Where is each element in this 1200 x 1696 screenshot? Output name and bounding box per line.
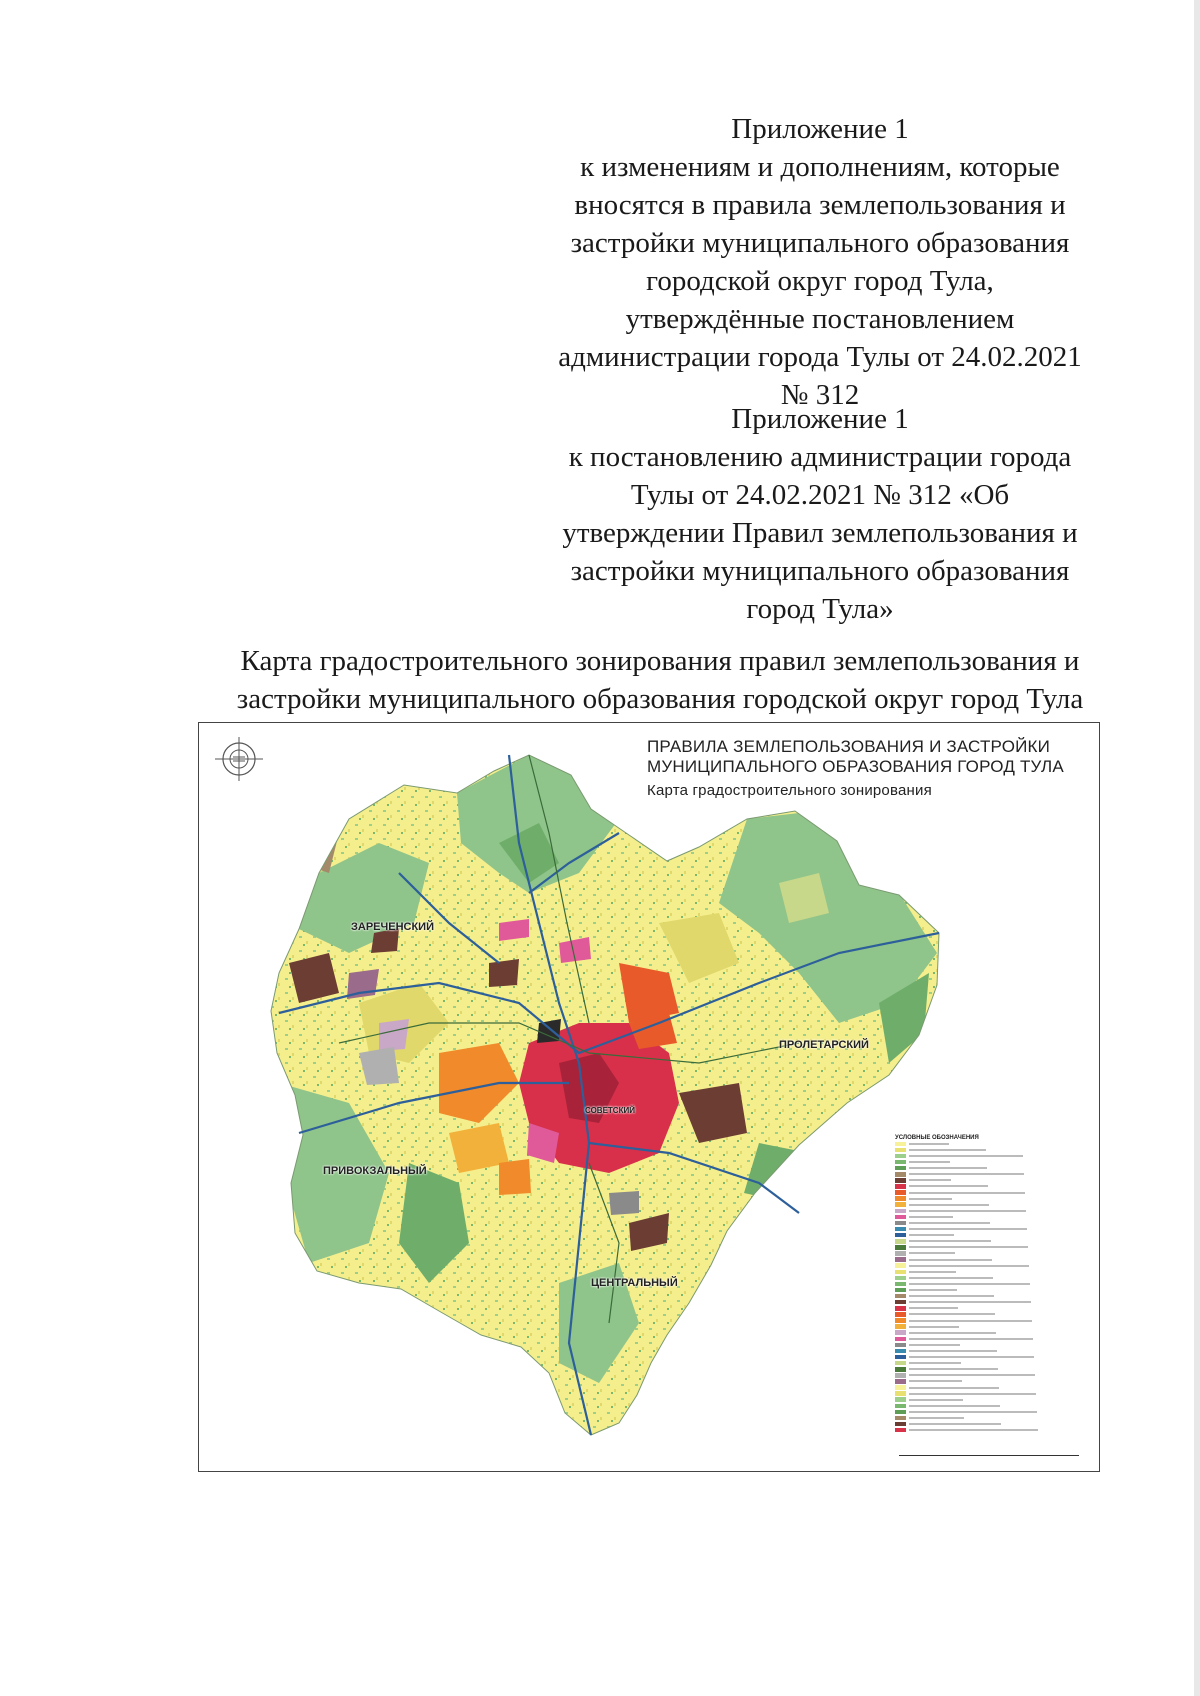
map-subtitle: Карта градостроительного зонирования	[647, 782, 932, 799]
legend-row	[895, 1336, 1085, 1342]
legend-row	[895, 1287, 1085, 1293]
legend-text-placeholder	[909, 1429, 1038, 1431]
legend-text-placeholder	[909, 1393, 1036, 1395]
legend-swatch	[895, 1361, 906, 1366]
legend-text-placeholder	[909, 1332, 996, 1334]
legend-text-placeholder	[909, 1387, 999, 1389]
legend-swatch	[895, 1142, 906, 1147]
appendix-line: застройки муниципального образования	[570, 227, 1070, 259]
legend-text-placeholder	[909, 1167, 987, 1169]
legend-row	[895, 1293, 1085, 1299]
legend-row	[895, 1318, 1085, 1324]
legend-text-placeholder	[909, 1149, 986, 1151]
district-label-sovetsky: СОВЕТСКИЙ	[585, 1106, 635, 1115]
legend-row	[895, 1190, 1085, 1196]
legend-row	[895, 1373, 1085, 1379]
legend-text-placeholder	[909, 1210, 1026, 1212]
map-legend	[891, 1131, 1089, 1456]
legend-text-placeholder	[909, 1350, 997, 1352]
legend-text-placeholder	[909, 1161, 950, 1163]
legend-swatch	[895, 1251, 906, 1256]
legend-text-placeholder	[909, 1295, 994, 1297]
legend-swatch	[895, 1416, 906, 1421]
legend-text-placeholder	[909, 1326, 959, 1328]
legend-text-placeholder	[909, 1289, 957, 1291]
legend-text-placeholder	[909, 1216, 953, 1218]
legend-swatch	[895, 1148, 906, 1153]
legend-swatch	[895, 1282, 906, 1287]
legend-text-placeholder	[909, 1222, 990, 1224]
appendix-line: Тулы от 24.02.2021 № 312 «Об	[630, 479, 1010, 511]
district-label-proletarsky: ПРОЛЕТАРСКИЙ	[779, 1039, 869, 1051]
legend-row	[895, 1427, 1085, 1433]
legend-swatch	[895, 1428, 906, 1433]
legend-swatch	[895, 1160, 906, 1165]
legend-swatch	[895, 1330, 906, 1335]
legend-row	[895, 1348, 1085, 1354]
appendix-amendments-heading	[540, 110, 1100, 414]
legend-swatch	[895, 1349, 906, 1354]
legend-row	[895, 1312, 1085, 1318]
legend-text-placeholder	[909, 1320, 1032, 1322]
appendix-line: застройки муниципального образования	[570, 555, 1070, 587]
legend-swatch	[895, 1196, 906, 1201]
appendix-resolution-heading	[540, 400, 1100, 628]
legend-swatch	[895, 1239, 906, 1244]
legend-text-placeholder	[909, 1252, 955, 1254]
legend-row	[895, 1147, 1085, 1153]
legend-swatch	[895, 1288, 906, 1293]
legend-row	[895, 1239, 1085, 1245]
map-title-block	[647, 737, 1087, 801]
legend-swatch	[895, 1324, 906, 1329]
legend-row	[895, 1245, 1085, 1251]
legend-row	[895, 1281, 1085, 1287]
legend-swatch	[895, 1215, 906, 1220]
legend-row	[895, 1178, 1085, 1184]
legend-row	[895, 1397, 1085, 1403]
legend-swatch	[895, 1373, 906, 1378]
legend-row	[895, 1196, 1085, 1202]
legend-text-placeholder	[909, 1185, 988, 1187]
page-edge	[1194, 0, 1200, 1696]
legend-text-placeholder	[909, 1179, 951, 1181]
legend-row	[895, 1269, 1085, 1275]
legend-row	[895, 1324, 1085, 1330]
legend-row	[895, 1342, 1085, 1348]
legend-row	[895, 1385, 1085, 1391]
appendix-line: к постановлению администрации города	[568, 441, 1072, 473]
legend-text-placeholder	[909, 1362, 961, 1364]
legend-text-placeholder	[909, 1423, 1001, 1425]
legend-row	[895, 1306, 1085, 1312]
legend-swatch	[895, 1337, 906, 1342]
legend-swatch	[895, 1184, 906, 1189]
legend-row	[895, 1184, 1085, 1190]
legend-row	[895, 1421, 1085, 1427]
legend-row	[895, 1141, 1085, 1147]
legend-swatch	[895, 1385, 906, 1390]
legend-text-placeholder	[909, 1411, 1037, 1413]
legend-swatch	[895, 1294, 906, 1299]
legend-row	[895, 1226, 1085, 1232]
legend-row	[895, 1232, 1085, 1238]
legend-row	[895, 1165, 1085, 1171]
legend-text-placeholder	[909, 1277, 993, 1279]
map-title-line: МУНИЦИПАЛЬНОГО ОБРАЗОВАНИЯ ГОРОД ТУЛА	[647, 757, 1064, 776]
legend-text-placeholder	[909, 1265, 1029, 1267]
legend-row	[895, 1171, 1085, 1177]
map-title-line: ПРАВИЛА ЗЕМЛЕПОЛЬЗОВАНИЯ И ЗАСТРОЙКИ	[647, 737, 1051, 756]
legend-swatch	[895, 1355, 906, 1360]
appendix-line: Приложение 1	[731, 113, 909, 145]
legend-text-placeholder	[909, 1338, 1033, 1340]
appendix-line: город Тула»	[746, 593, 894, 625]
legend-swatch	[895, 1306, 906, 1311]
legend-row	[895, 1366, 1085, 1372]
legend-row	[895, 1202, 1085, 1208]
legend-text-placeholder	[909, 1204, 989, 1206]
appendix-line: утверждении Правил землепользования и	[562, 517, 1078, 549]
legend-text-placeholder	[909, 1271, 956, 1273]
legend-text-placeholder	[909, 1192, 1025, 1194]
legend-text-placeholder	[909, 1240, 991, 1242]
legend-text-placeholder	[909, 1246, 1028, 1248]
legend-text-placeholder	[909, 1173, 1024, 1175]
legend-swatch	[895, 1202, 906, 1207]
legend-row	[895, 1354, 1085, 1360]
legend-swatch	[895, 1318, 906, 1323]
legend-row	[895, 1403, 1085, 1409]
legend-swatch	[895, 1343, 906, 1348]
scale-bar	[899, 1449, 1079, 1456]
legend-swatch	[895, 1172, 906, 1177]
legend-swatch	[895, 1166, 906, 1171]
legend-row	[895, 1415, 1085, 1421]
appendix-line: утверждённые постановлением	[625, 303, 1015, 335]
legend-text-placeholder	[909, 1374, 1035, 1376]
legend-rows	[895, 1141, 1085, 1433]
map-caption-line: застройки муниципального образования городской округ город Тула	[236, 683, 1084, 715]
compass-icon	[215, 737, 263, 781]
legend-row	[895, 1214, 1085, 1220]
legend-row	[895, 1263, 1085, 1269]
legend-swatch	[895, 1410, 906, 1415]
appendix-line: вносятся в правила землепользования и	[574, 189, 1066, 221]
district-label-zarechensky: ЗАРЕЧЕНСКИЙ	[351, 921, 434, 933]
legend-swatch	[895, 1312, 906, 1317]
legend-row	[895, 1391, 1085, 1397]
legend-swatch	[895, 1263, 906, 1268]
legend-row	[895, 1159, 1085, 1165]
legend-text-placeholder	[909, 1344, 960, 1346]
legend-swatch	[895, 1300, 906, 1305]
legend-text-placeholder	[909, 1417, 964, 1419]
legend-swatch	[895, 1422, 906, 1427]
legend-swatch	[895, 1404, 906, 1409]
legend-swatch	[895, 1257, 906, 1262]
zoning-map	[198, 722, 1100, 1472]
legend-row	[895, 1275, 1085, 1281]
legend-row	[895, 1360, 1085, 1366]
legend-text-placeholder	[909, 1301, 1031, 1303]
legend-swatch	[895, 1379, 906, 1384]
appendix-line: Приложение 1	[731, 403, 909, 435]
legend-text-placeholder	[909, 1143, 949, 1145]
legend-swatch	[895, 1154, 906, 1159]
legend-swatch	[895, 1233, 906, 1238]
legend-row	[895, 1257, 1085, 1263]
legend-row	[895, 1379, 1085, 1385]
legend-row	[895, 1153, 1085, 1159]
appendix-line: городской округ город Тула,	[646, 265, 994, 297]
legend-text-placeholder	[909, 1380, 962, 1382]
legend-swatch	[895, 1227, 906, 1232]
legend-swatch	[895, 1209, 906, 1214]
legend-swatch	[895, 1190, 906, 1195]
legend-text-placeholder	[909, 1368, 998, 1370]
legend-swatch	[895, 1221, 906, 1226]
legend-text-placeholder	[909, 1259, 992, 1261]
legend-swatch	[895, 1276, 906, 1281]
legend-text-placeholder	[909, 1399, 963, 1401]
legend-swatch	[895, 1391, 906, 1396]
appendix-line: к изменениям и дополнениям, которые	[580, 151, 1060, 183]
legend-swatch	[895, 1245, 906, 1250]
legend-row	[895, 1220, 1085, 1226]
legend-text-placeholder	[909, 1228, 1027, 1230]
legend-text-placeholder	[909, 1283, 1030, 1285]
map-caption-line: Карта градостроительного зонирования правил землепользования и	[240, 645, 1080, 677]
legend-text-placeholder	[909, 1313, 995, 1315]
legend-text-placeholder	[909, 1307, 958, 1309]
legend-text-placeholder	[909, 1234, 954, 1236]
legend-text-placeholder	[909, 1356, 1034, 1358]
legend-row	[895, 1299, 1085, 1305]
legend-row	[895, 1330, 1085, 1336]
legend-row	[895, 1409, 1085, 1415]
legend-text-placeholder	[909, 1198, 952, 1200]
legend-swatch	[895, 1367, 906, 1372]
map-caption	[200, 642, 1120, 718]
legend-swatch	[895, 1270, 906, 1275]
appendix-line: администрации города Тулы от 24.02.2021	[558, 341, 1082, 373]
legend-swatch	[895, 1397, 906, 1402]
district-label-privokzalny: ПРИВОКЗАЛЬНЫЙ	[323, 1165, 427, 1177]
legend-text-placeholder	[909, 1405, 1000, 1407]
appendix-line: № 312	[780, 379, 860, 411]
legend-row	[895, 1208, 1085, 1214]
legend-text-placeholder	[909, 1155, 1023, 1157]
legend-title: УСЛОВНЫЕ ОБОЗНАЧЕНИЯ	[895, 1135, 979, 1141]
legend-row	[895, 1251, 1085, 1257]
legend-swatch	[895, 1178, 906, 1183]
district-label-centralny: ЦЕНТРАЛЬНЫЙ	[591, 1277, 678, 1289]
